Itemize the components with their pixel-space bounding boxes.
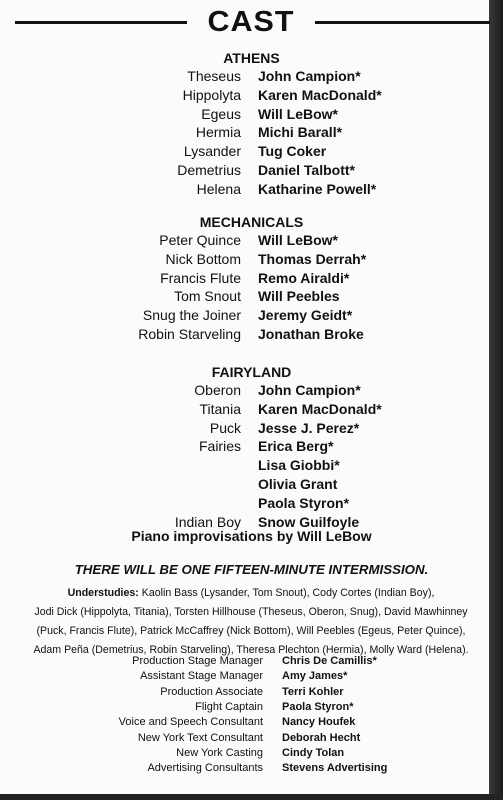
cast-row [0, 307, 503, 325]
actor-name: Snow Guilfoyle [258, 513, 360, 530]
actor-name: John Campion* [258, 382, 361, 398]
staff-role: Voice and Speech Consultant [118, 716, 263, 729]
cast-row [0, 438, 503, 456]
cast-row [0, 495, 503, 513]
staff-row [0, 701, 503, 716]
cast-row [0, 106, 503, 124]
role-name: Lysander [183, 143, 241, 160]
cast-row [0, 251, 503, 269]
actor-name: Remo Airaldi* [258, 269, 350, 286]
intermission-note: THERE WILL BE ONE FIFTEEN-MINUTE INTERMISSION. [74, 562, 429, 577]
actor-name: Lisa Giobbi* [258, 457, 340, 474]
staff-row [0, 732, 503, 747]
heading-rule-left [15, 21, 187, 24]
role-name: Hermia [195, 124, 241, 141]
role-name: Titania [199, 400, 241, 417]
role-name: Helena [196, 180, 241, 197]
section-heading: ATHENS [223, 50, 280, 66]
staff-name: Chris De Camillis* [282, 655, 377, 667]
understudies-line: Jodi Dick (Hippolyta, Titania), Torsten Hillhouse (Theseus, Oberon, Snug), David Mawhinney [34, 606, 468, 618]
staff-row [0, 670, 503, 685]
staff-name: Amy James* [282, 670, 348, 683]
actor-name: Jeremy Geidt* [258, 307, 353, 324]
staff-role: Production Stage Manager [132, 655, 263, 667]
cast-row [0, 401, 503, 419]
staff-row [0, 762, 503, 777]
actor-name: John Campion* [258, 68, 361, 84]
cast-row [0, 181, 503, 199]
understudies-block [16, 584, 486, 660]
page-bottom-shadow [0, 794, 503, 800]
role-name: Hippolyta [182, 86, 241, 103]
actor-name: Paola Styron* [258, 494, 350, 511]
staff-row [0, 747, 503, 762]
staff-name: Terri Kohler [282, 685, 344, 698]
cast-row [0, 232, 503, 250]
cast-row [0, 476, 503, 494]
role-name: Robin Starveling [138, 326, 241, 342]
role-name: Peter Quince [159, 232, 241, 248]
role-name: Francis Flute [160, 269, 241, 286]
cast-row [0, 420, 503, 438]
actor-name: Will LeBow* [258, 232, 338, 248]
cast-row [0, 68, 503, 86]
staff-role: New York Text Consultant [137, 731, 263, 744]
actor-name: Tug Coker [258, 143, 327, 160]
role-name: Snug the Joiner [142, 307, 241, 324]
actor-name: Katharine Powell* [258, 180, 377, 197]
actor-name: Thomas Derrah* [258, 250, 367, 267]
staff-role: Flight Captain [195, 700, 263, 713]
actor-name: Will LeBow* [258, 105, 338, 122]
understudies-line: (Puck, Francis Flute), Patrick McCaffrey (Nick Bottom), Will Peebles (Egeus, Peter Quince), [36, 625, 466, 637]
staff-name: Deborah Hecht [282, 731, 361, 744]
staff-role: Assistant Stage Manager [140, 670, 263, 683]
role-name: Tom Snout [174, 288, 241, 305]
staff-name: Paola Styron* [282, 700, 354, 713]
role-name: Puck [209, 419, 241, 436]
understudies-label: Understudies: [67, 587, 139, 599]
cast-row [0, 326, 503, 344]
actor-name: Karen MacDonald* [258, 400, 382, 417]
cast-row [0, 457, 503, 475]
staff-name: Cindy Tolan [282, 746, 345, 759]
heading-rule-right [315, 21, 490, 24]
section-heading: FAIRYLAND [211, 364, 292, 380]
staff-name: Nancy Houfek [282, 716, 356, 729]
staff-role: New York Casting [176, 746, 263, 759]
actor-name: Daniel Talbott* [258, 162, 355, 178]
staff-row [0, 686, 503, 701]
actor-name: Karen MacDonald* [258, 86, 382, 103]
staff-role: Advertising Consultants [147, 762, 263, 775]
cast-row [0, 87, 503, 105]
staff-row [0, 655, 503, 670]
role-name: Indian Boy [174, 513, 241, 530]
cast-row [0, 270, 503, 288]
section-heading: MECHANICALS [199, 214, 304, 230]
cast-row [0, 382, 503, 400]
cast-row [0, 143, 503, 161]
understudies-line: Understudies: Kaolin Bass (Lysander, Tom Snout), Cody Cortes (Indian Boy), [67, 587, 435, 599]
cast-row [0, 162, 503, 180]
staff-role: Production Associate [160, 685, 263, 698]
actor-name: Jonathan Broke [258, 326, 364, 342]
piano-credit: Piano improvisations by Will LeBow [131, 528, 372, 544]
cast-row [0, 288, 503, 306]
actor-name: Jesse J. Perez* [258, 419, 360, 436]
cast-row [0, 124, 503, 142]
actor-name: Erica Berg* [258, 438, 334, 455]
staff-row [0, 716, 503, 731]
staff-name: Stevens Advertising [282, 762, 388, 775]
role-name: Nick Bottom [165, 250, 241, 267]
actor-name: Michi Barall* [258, 124, 343, 141]
cast-heading-row [15, 8, 490, 36]
understudies-line: Adam Peña (Demetrius, Robin Starveling), Theresa Plechton (Hermia), Molly Ward (Helena). [33, 644, 469, 656]
role-name: Egeus [201, 105, 241, 122]
actor-name: Olivia Grant [258, 476, 338, 492]
cast-heading: CAST [207, 6, 295, 38]
role-name: Theseus [187, 68, 241, 84]
actor-name: Will Peebles [258, 288, 340, 305]
role-name: Demetrius [177, 162, 241, 178]
role-name: Oberon [194, 382, 241, 398]
role-name: Fairies [198, 438, 241, 455]
